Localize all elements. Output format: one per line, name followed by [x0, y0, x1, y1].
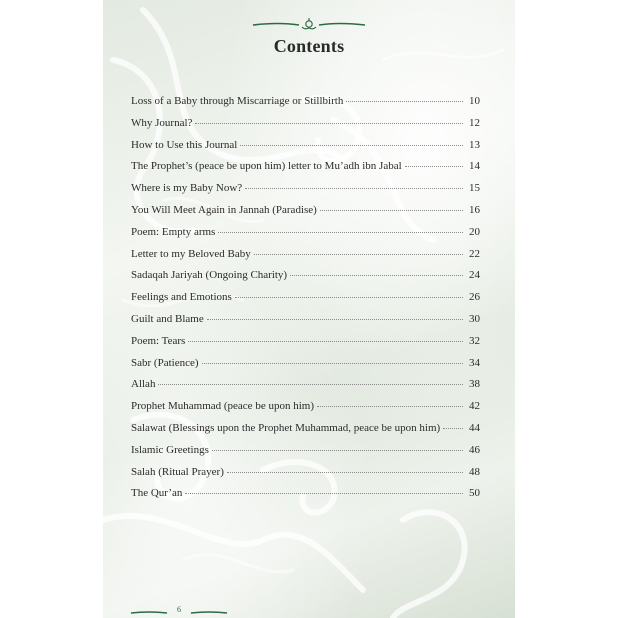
- dot-leader: [346, 101, 463, 102]
- toc-entry: [131, 269, 480, 291]
- page-number: 6: [177, 605, 181, 614]
- toc-entry: [131, 117, 480, 139]
- toc-entry-title: Why Journal?: [131, 116, 193, 129]
- toc-entry-title: Loss of a Baby through Miscarriage or Stillbirth: [131, 95, 344, 107]
- toc-entry-title: Poem: Tears: [131, 334, 186, 347]
- dot-leader: [443, 428, 463, 429]
- dot-leader: [290, 275, 463, 276]
- toc-entry-title: Where is my Baby Now?: [131, 182, 243, 195]
- toc-entry: [131, 335, 480, 357]
- toc-entry: [131, 95, 480, 117]
- toc-entry-page: 26: [469, 291, 480, 304]
- toc-entry: [131, 444, 480, 466]
- toc-entry-page: 30: [469, 312, 480, 325]
- dot-leader: [207, 319, 463, 320]
- dot-leader: [240, 145, 463, 146]
- toc-entry: [131, 422, 480, 444]
- toc-entry-page: 24: [469, 269, 480, 282]
- toc-entry: [131, 248, 480, 270]
- toc-entry-title: Islamic Greetings: [131, 443, 209, 456]
- dot-leader: [195, 123, 463, 124]
- toc-entry-page: 20: [469, 225, 480, 238]
- toc-entry-title: Sadaqah Jariyah (Ongoing Charity): [131, 269, 288, 282]
- toc-entry-title: The Prophet’s (peace be upon him) letter to Mu’adh ibn Jabal: [131, 160, 402, 173]
- toc-entry-page: 16: [469, 203, 480, 216]
- dot-leader: [158, 384, 463, 385]
- dot-leader: [235, 297, 463, 298]
- toc-entry-title: You Will Meet Again in Jannah (Paradise): [131, 203, 317, 216]
- toc-entry-page: 13: [469, 138, 480, 151]
- toc-entry-title: The Qur’an: [131, 487, 183, 500]
- toc-entry-title: Guilt and Blame: [131, 312, 204, 325]
- toc-entry-title: Letter to my Beloved Baby: [131, 247, 251, 260]
- toc-entry-page: 44: [469, 421, 480, 434]
- dot-leader: [212, 450, 463, 451]
- toc-entry-page: 48: [469, 465, 480, 478]
- toc-entry: [131, 291, 480, 313]
- dot-leader: [405, 166, 463, 167]
- toc-entry: [131, 313, 480, 335]
- toc-entry-page: 15: [469, 182, 480, 195]
- toc-entry: [131, 487, 480, 509]
- toc-entry: [131, 378, 480, 400]
- toc-entry: [131, 182, 480, 204]
- toc-entry-page: 46: [469, 443, 480, 456]
- toc-entry-page: 12: [469, 116, 480, 129]
- toc-entry-page: 32: [469, 334, 480, 347]
- toc-entry: [131, 226, 480, 248]
- toc-entry: [131, 160, 480, 182]
- toc-entry: [131, 357, 480, 379]
- dot-leader: [185, 493, 463, 494]
- toc-entry-title: Poem: Empty arms: [131, 225, 216, 238]
- toc-entry-title: Sabr (Patience): [131, 356, 199, 369]
- toc-entry-page: 14: [469, 160, 480, 173]
- table-of-contents: [131, 95, 480, 509]
- toc-entry-page: 50: [469, 487, 480, 500]
- dot-leader: [202, 363, 464, 364]
- toc-entry: [131, 400, 480, 422]
- page-title: Contents: [273, 36, 345, 56]
- toc-entry-title: Salawat (Blessings upon the Prophet Muhammad, peace be upon him): [131, 421, 441, 434]
- dot-leader: [227, 472, 463, 473]
- dot-leader: [245, 188, 463, 189]
- toc-entry-page: 38: [469, 378, 480, 391]
- dot-leader: [317, 406, 463, 407]
- floral-divider-icon: [249, 16, 369, 32]
- toc-entry-page: 42: [469, 400, 480, 413]
- dot-leader: [320, 210, 463, 211]
- toc-entry-title: Prophet Muhammad (peace be upon him): [131, 400, 314, 413]
- toc-entry: [131, 204, 480, 226]
- toc-entry-page: 10: [469, 95, 480, 107]
- toc-entry: [131, 466, 480, 488]
- toc-entry: [131, 139, 480, 161]
- dot-leader: [218, 232, 463, 233]
- dot-leader: [188, 341, 463, 342]
- toc-entry-page: 22: [469, 247, 480, 260]
- book-page: [103, 0, 515, 618]
- toc-entry-title: Allah: [131, 378, 156, 391]
- toc-entry-title: Feelings and Emotions: [131, 291, 232, 304]
- toc-entry-page: 34: [469, 356, 480, 369]
- toc-entry-title: How to Use this Journal: [131, 138, 238, 151]
- dot-leader: [254, 254, 463, 255]
- toc-entry-title: Salah (Ritual Prayer): [131, 465, 224, 478]
